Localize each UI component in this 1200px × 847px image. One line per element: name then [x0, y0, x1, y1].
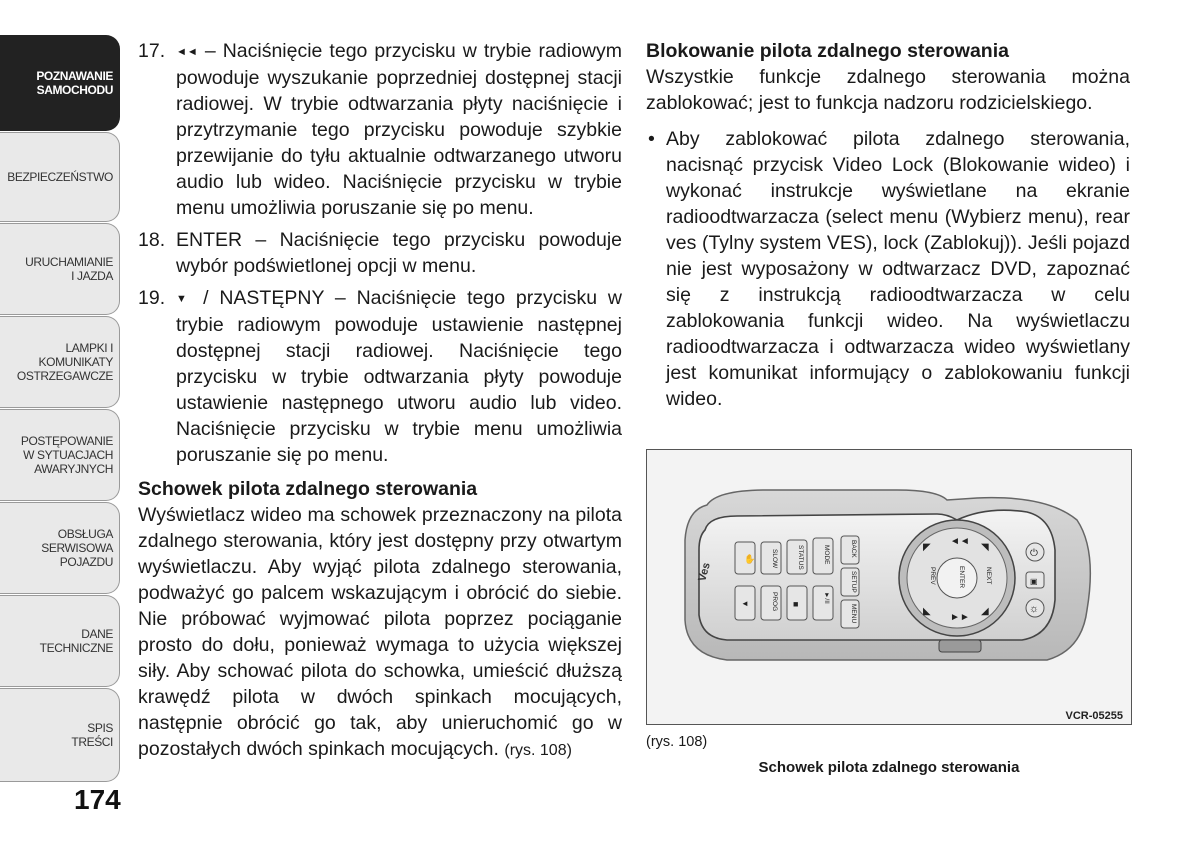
- right-column: [646, 38, 1130, 412]
- mode-label: MODE: [823, 545, 830, 565]
- setup-label: SETUP: [850, 571, 857, 593]
- tab-bezpieczenstwo[interactable]: BEZPIECZEŃSTWO: [0, 132, 120, 222]
- section-paragraph: [138, 502, 622, 764]
- slow-label: SLOW: [771, 549, 778, 569]
- remote-control-illustration: [647, 450, 1131, 724]
- figure-code: VCR-05255: [1065, 710, 1123, 722]
- mounting-clip: [939, 640, 981, 652]
- page-number: 174: [74, 784, 121, 815]
- list-item: [138, 285, 622, 468]
- back-label: BACK: [850, 540, 857, 558]
- list-item: [138, 227, 622, 279]
- item-number: 18.: [138, 229, 166, 251]
- section-heading-schowek: Schowek pilota zdalnego sterowania: [138, 478, 478, 500]
- figure-reference[interactable]: (rys. 108): [504, 742, 572, 759]
- up-left-arrow-icon: ◤: [923, 542, 931, 553]
- left-arrow-icon: ◄: [741, 599, 749, 608]
- item-text: [176, 285, 622, 468]
- remote-control-figure: [646, 449, 1132, 725]
- status-label: STATUS: [797, 545, 804, 570]
- down-left-arrow-icon: ◣: [923, 606, 931, 617]
- prev-label: PREV: [929, 567, 936, 585]
- prog-label: PROG: [771, 592, 778, 612]
- item-number: 19.: [138, 287, 166, 309]
- figure-caption: Schowek pilota zdalnego sterowania: [758, 759, 1020, 776]
- section-heading-blokowanie: Blokowanie pilota zdalnego sterowania: [646, 40, 1009, 62]
- left-column: [138, 38, 622, 764]
- play-pause-label: ►/II: [823, 592, 830, 604]
- lock-icon: ✋: [744, 554, 756, 564]
- tab-obsluga-serwisowa[interactable]: OBSŁUGA SERWISOWA POJAZDU: [0, 502, 120, 594]
- tab-uruchamianie-i-jazda[interactable]: URUCHAMIANIE I JAZDA: [0, 223, 120, 315]
- intro-paragraph: Wszystkie funkcje zdalnego sterowania można zablokować; jest to funkcja nadzoru rodzicielskiego.: [646, 66, 1130, 114]
- brightness-icon: ☼: [1029, 603, 1040, 615]
- item-body: / NASTĘPNY – Naciśnięcie tego przycisku w trybie radiowym powoduje ustawienie następnej dostępnej stacji radiowej. Naciśnięcie tego przycisku w trybie odtwarzania płyty powoduje ustawienie następnego utworu audio lub video. Naciśnięcie przycisku w trybie menu umożliwia poruszanie się po menu.: [176, 287, 623, 466]
- list-item: [138, 38, 622, 221]
- fast-forward-icon: ►►: [950, 612, 970, 623]
- bullet-icon: •: [648, 128, 655, 150]
- tab-lampki-i-komunikaty[interactable]: LAMPKI I KOMUNIKATY OSTRZEGAWCZE: [0, 316, 120, 408]
- channel-icon: ▣: [1030, 577, 1038, 586]
- bullet-text: Aby zablokować pilota zdalnego sterowania, nacisnąć przycisk Video Lock (Blokowanie wideo) i wykonać instrukcje wyświetlane na ekranie radioodtwarzacza (select menu (Wybierz menu), rear ves (Tylny system VES), lock (Zablokuj)). Jeśli pojazd nie jest wyposażony w odtwarzacz DVD, zapoznać się z instrukcją radioodtwarzacza w celu zablokowania funkcji wideo. Na wyświetlaczu radioodtwarzacza i odtwarzacza wideo wyświetlany jest komunikat informujący o zablokowaniu funkcji wideo.: [666, 128, 1130, 410]
- item-text: [176, 38, 622, 221]
- tab-postepowanie-awaryjne[interactable]: POSTĘPOWANIE W SYTUACJACH AWARYJNYCH: [0, 409, 120, 501]
- tab-spis-tresci[interactable]: SPIS TREŚCI: [0, 688, 120, 782]
- down-arrow-icon: ▼: [176, 293, 193, 305]
- tab-poznawanie-samochodu[interactable]: POZNAWANIE SAMOCHODU: [0, 35, 120, 131]
- paragraph-body: Wyświetlacz wideo ma schowek przeznaczony na pilota zdalnego sterowania, który jest dostępny przy otwartym wyświetlaczu. Aby wyjąć pilota zdalnego sterowania, podważyć go palcem wskazującym i obrócić do siebie. Nie próbować wyjmować pilota poprzez pociąganie prosto do dołu, ponieważ wymaga to użycia większej siły. Aby schować pilota do schowka, umieścić dłuższą krawędź pilota w dwóch spinkach mocujących, następnie obrócić go tak, aby unieruchomić go w pozostałych dwóch spinkach mocujących.: [138, 504, 622, 760]
- down-right-arrow-icon: ◢: [981, 606, 989, 617]
- item-body: – Naciśnięcie tego przycisku w trybie radiowym powoduje wyszukanie poprzedniej dostępnej stacji radiowej. W trybie odtwarzania płyty naciśnięcie i przytrzymanie tego przycisku powoduje szybkie przewijanie do tyłu aktualnie odtwarzanego utworu audio lub wideo. Naciśnięcie przycisku w trybie menu umożliwia poruszanie się po menu.: [176, 40, 622, 219]
- item-text: ENTER – Naciśnięcie tego przycisku powoduje wybór podświetlonej opcji w menu.: [176, 229, 622, 277]
- power-icon: ⏻: [1030, 548, 1038, 559]
- up-right-arrow-icon: ◥: [981, 542, 989, 553]
- tab-dane-techniczne[interactable]: DANE TECHNICZNE: [0, 595, 120, 687]
- item-number: 17.: [138, 40, 166, 62]
- rewind-icon: ◄◄: [950, 536, 970, 547]
- remote-brand-label: Ves: [696, 561, 713, 583]
- enter-label: ENTER: [958, 566, 965, 589]
- next-label: NEXT: [985, 567, 992, 585]
- stop-icon: ■: [793, 599, 799, 609]
- figure-number: (rys. 108): [646, 734, 708, 750]
- bullet-item: [646, 126, 1130, 412]
- rewind-icon: ◄◄: [176, 46, 198, 58]
- dpad-enter-button: [937, 558, 977, 598]
- menu-label: MENU: [850, 604, 857, 624]
